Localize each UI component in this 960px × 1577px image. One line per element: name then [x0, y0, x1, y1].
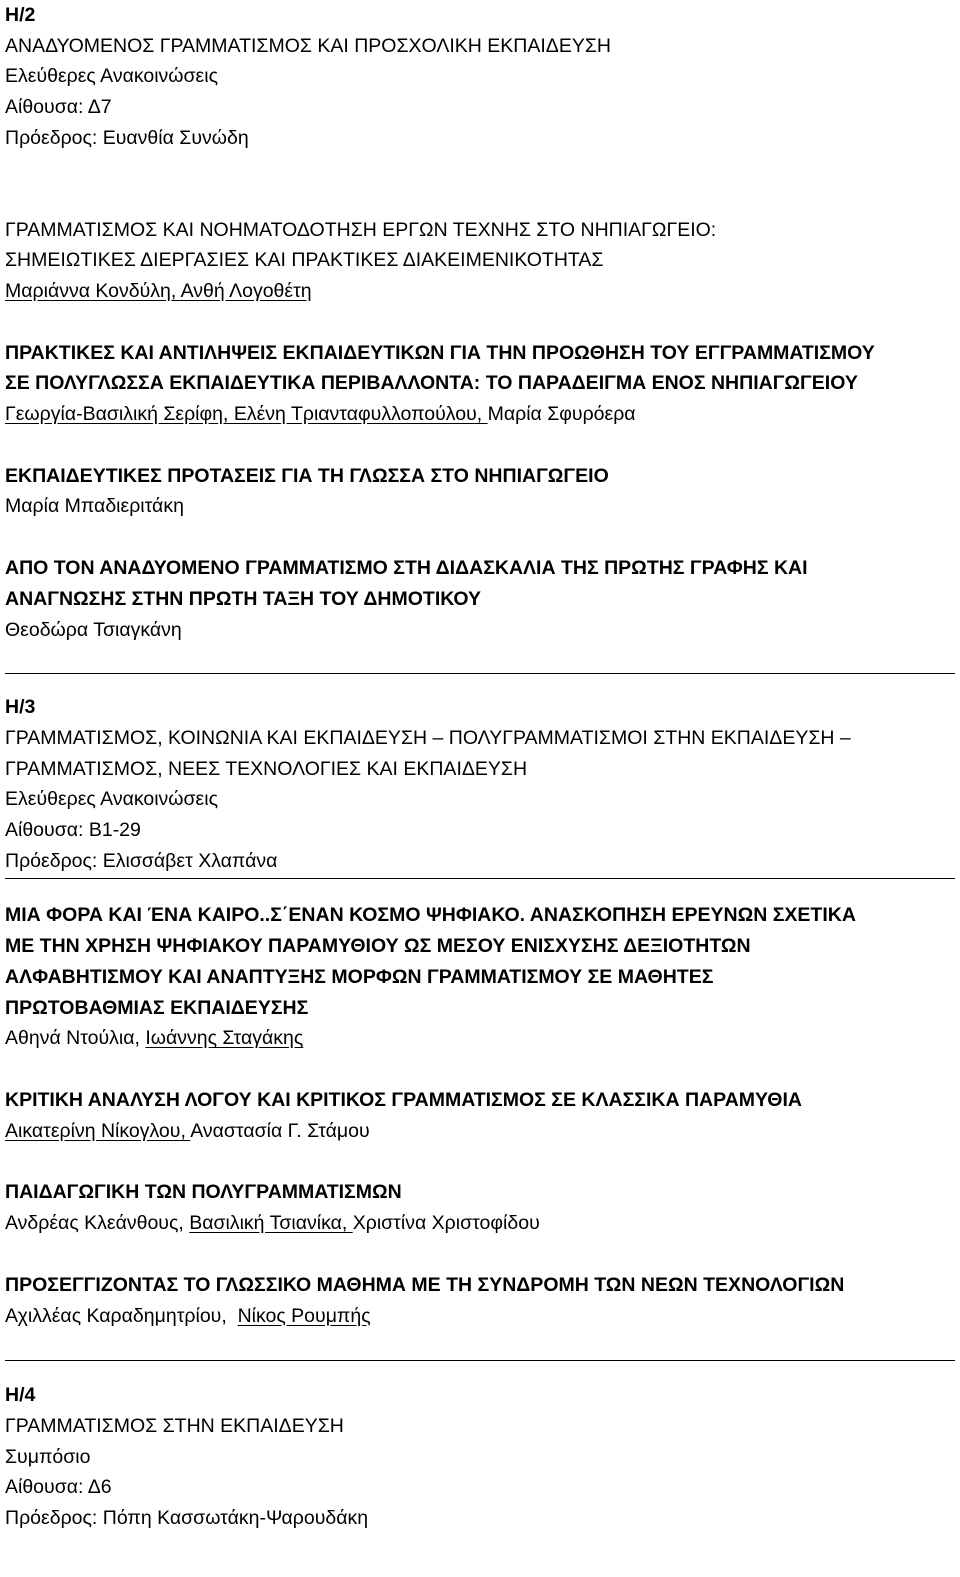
- paper-title: ΑΛΦΑΒΗΤΙΣΜΟΥ ΚΑΙ ΑΝΑΠΤΥΞΗΣ ΜΟΡΦΩΝ ΓΡΑΜΜΑΤΙΣΜΟΥ ΣΕ ΜΑΘΗΤΕΣ: [5, 965, 714, 988]
- paper-title: ΓΡΑΜΜΑΤΙΣΜΟΣ ΚΑΙ ΝΟΗΜΑΤΟΔΟΤΗΣΗ ΕΡΓΩΝ ΤΕΧΝΗΣ ΣΤΟ ΝΗΠΙΑΓΩΓΕΙΟ:: [5, 218, 717, 241]
- paper-entry: [5, 553, 955, 645]
- session-title: ΓΡΑΜΜΑΤΙΣΜΟΣ, ΚΟΙΝΩΝΙΑ ΚΑΙ ΕΚΠΑΙΔΕΥΣΗ – ΠΟΛΥΓΡΑΜΜΑΤΙΣΜΟΙ ΣΤΗΝ ΕΚΠΑΙΔΕΥΣΗ –: [5, 726, 851, 749]
- paper-entry: [5, 900, 955, 1054]
- paper-entry: [5, 1177, 955, 1238]
- program-page: [5, 0, 955, 1534]
- author-name: Μαρία Σφυρόερα: [487, 403, 636, 426]
- paper-title: ΣΕ ΠΟΛΥΓΛΩΣΣΑ ΕΚΠΑΙΔΕΥΤΙΚΑ ΠΕΡΙΒΑΛΛΟΝΤΑ: ΤΟ ΠΑΡΑΔΕΙΓΜΑ ΕΝΟΣ ΝΗΠΙΑΓΩΓΕΙΟΥ: [5, 372, 858, 395]
- session-chair: Πρόεδρος: Ευανθία Συνώδη: [5, 126, 249, 149]
- author-name: Αθηνά Ντούλια,: [5, 1027, 146, 1050]
- paper-title: ΕΚΠΑΙΔΕΥΤΙΚΕΣ ΠΡΟΤΑΣΕΙΣ ΓΙΑ ΤΗ ΓΛΩΣΣΑ ΣΤΟ ΝΗΠΙΑΓΩΓΕΙΟ: [5, 464, 609, 487]
- paper-title: ΠΡΑΚΤΙΚΕΣ ΚΑΙ ΑΝΤΙΛΗΨΕΙΣ ΕΚΠΑΙΔΕΥΤΙΚΩΝ ΓΙΑ ΤΗΝ ΠΡΟΩΘΗΣΗ ΤΟΥ ΕΓΓΡΑΜΜΑΤΙΣΜΟΥ: [5, 341, 875, 364]
- session-room: Αίθουσα: Δ7: [5, 96, 112, 119]
- author-name: Νίκος Ρουμπής: [237, 1304, 371, 1327]
- paper-title: ΠΡΟΣΕΓΓΙΖΟΝΤΑΣ ΤΟ ΓΛΩΣΣΙΚΟ ΜΑΘΗΜΑ ΜΕ ΤΗ ΣΥΝΔΡΟΜΗ ΤΩΝ ΝΕΩΝ ΤΕΧΝΟΛΟΓΙΩΝ: [5, 1273, 845, 1296]
- author-name: Βασιλική Τσιανίκα,: [189, 1212, 353, 1235]
- author-name: Γεωργία-Βασιλική Σερίφη, Ελένη Τριανταφυλλοπούλου,: [5, 403, 488, 426]
- paper-title: ΜΙΑ ΦΟΡΑ ΚΑΙ ΈΝΑ ΚΑΙΡΟ..Σ΄ΕΝΑΝ ΚΟΣΜΟ ΨΗΦΙΑΚΟ. ΑΝΑΣΚΟΠΗΣΗ ΕΡΕΥΝΩΝ ΣΧΕΤΙΚΑ: [5, 904, 856, 927]
- paper-entry: [5, 1085, 955, 1146]
- paper-entry: [5, 215, 955, 307]
- paper-entry: [5, 461, 955, 522]
- session-type: Συμπόσιο: [5, 1445, 91, 1468]
- paper-entry: [5, 1270, 955, 1331]
- session-title: ΓΡΑΜΜΑΤΙΣΜΟΣ, ΝΕΕΣ ΤΕΧΝΟΛΟΓΙΕΣ ΚΑΙ ΕΚΠΑΙΔΕΥΣΗ: [5, 757, 528, 780]
- session-title: ΑΝΑΔΥΟΜΕΝΟΣ ΓΡΑΜΜΑΤΙΣΜΟΣ ΚΑΙ ΠΡΟΣΧΟΛΙΚΗ ΕΚΠΑΙΔΕΥΣΗ: [5, 34, 611, 57]
- author-name: Θεοδώρα Τσιαγκάνη: [5, 618, 182, 641]
- author-name: Αχιλλέας Καραδημητρίου,: [5, 1304, 238, 1327]
- author-name: Ανδρέας Κλεάνθους,: [5, 1212, 190, 1235]
- paper-entry: [5, 338, 955, 430]
- paper-title: ΣΗΜΕΙΩΤΙΚΕΣ ΔΙΕΡΓΑΣΙΕΣ ΚΑΙ ΠΡΑΚΤΙΚΕΣ ΔΙΑΚΕΙΜΕΝΙΚΟΤΗΤΑΣ: [5, 249, 604, 272]
- session-type: Ελεύθερες Ανακοινώσεις: [5, 788, 218, 811]
- session-type: Ελεύθερες Ανακοινώσεις: [5, 65, 218, 88]
- paper-authors: [5, 1116, 955, 1147]
- session-room: Αίθουσα: Δ6: [5, 1476, 112, 1499]
- session-code: Η/3: [5, 696, 36, 719]
- paper-title: ΚΡΙΤΙΚΗ ΑΝΑΛΥΣΗ ΛΟΓΟΥ ΚΑΙ ΚΡΙΤΙΚΟΣ ΓΡΑΜΜΑΤΙΣΜΟΣ ΣΕ ΚΛΑΣΣΙΚΑ ΠΑΡΑΜΥΘΙΑ: [5, 1088, 802, 1111]
- author-name: Ιωάννης Σταγάκης: [145, 1027, 304, 1050]
- author-name: Μαριάννα Κονδύλη, Ανθή Λογοθέτη: [5, 279, 312, 302]
- paper-title: ΑΠΟ ΤΟΝ ΑΝΑΔΥΟΜΕΝΟ ΓΡΑΜΜΑΤΙΣΜΟ ΣΤΗ ΔΙΔΑΣΚΑΛΙΑ ΤΗΣ ΠΡΩΤΗΣ ΓΡΑΦΗΣ ΚΑΙ: [5, 557, 808, 580]
- paper-authors: [5, 399, 955, 430]
- session-h2: [5, 0, 955, 645]
- paper-title: ΠΑΙΔΑΓΩΓΙΚΗ ΤΩΝ ΠΟΛΥΓΡΑΜΜΑΤΙΣΜΩΝ: [5, 1181, 402, 1204]
- paper-authors: [5, 276, 955, 307]
- paper-authors: [5, 491, 955, 522]
- author-name: Αναστασία Γ. Στάμου: [190, 1119, 370, 1142]
- session-code: Η/4: [5, 1384, 36, 1407]
- session-chair: Πρόεδρος: Ελισσάβετ Χλαπάνα: [5, 849, 278, 872]
- paper-authors: [5, 1208, 955, 1239]
- author-name: Αικατερίνη Νίκογλου,: [5, 1119, 191, 1142]
- session-h3: [5, 692, 955, 1331]
- paper-title: ΑΝΑΓΝΩΣΗΣ ΣΤΗΝ ΠΡΩΤΗ ΤΑΞΗ ΤΟΥ ΔΗΜΟΤΙΚΟΥ: [5, 587, 482, 610]
- session-code: Η/2: [5, 4, 36, 26]
- session-title: ΓΡΑΜΜΑΤΙΣΜΟΣ ΣΤΗΝ ΕΚΠΑΙΔΕΥΣΗ: [5, 1414, 344, 1437]
- author-name: Χριστίνα Χριστοφίδου: [352, 1212, 540, 1235]
- session-h4: [5, 1380, 955, 1534]
- session-room: Αίθουσα: Β1-29: [5, 819, 141, 842]
- paper-authors: [5, 1023, 955, 1054]
- author-name: Μαρία Μπαδιεριτάκη: [5, 495, 184, 518]
- paper-title: ΠΡΩΤΟΒΑΘΜΙΑΣ ΕΚΠΑΙΔΕΥΣΗΣ: [5, 996, 309, 1019]
- session-chair: Πρόεδρος: Πόπη Κασσωτάκη-Ψαρουδάκη: [5, 1507, 369, 1530]
- paper-authors: [5, 615, 955, 646]
- paper-authors: [5, 1301, 955, 1332]
- paper-title: ΜΕ ΤΗΝ ΧΡΗΣΗ ΨΗΦΙΑΚΟΥ ΠΑΡΑΜΥΘΙΟΥ ΩΣ ΜΕΣΟΥ ΕΝΙΣΧΥΣΗΣ ΔΕΞΙΟΤΗΤΩΝ: [5, 935, 751, 958]
